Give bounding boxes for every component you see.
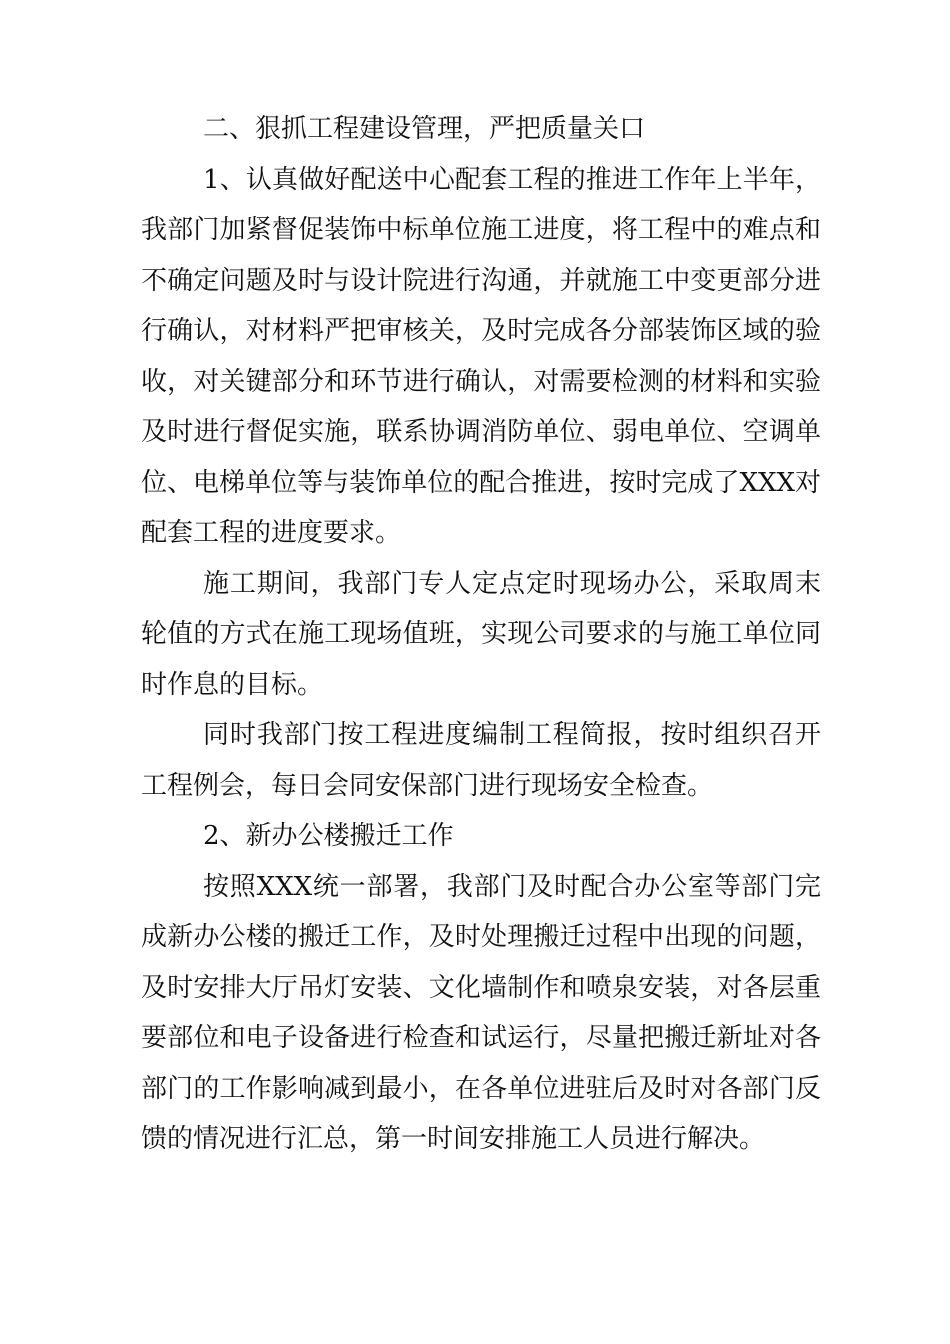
paragraph-config-center: 1、认真做好配送中心配套工程的推进工作年上半年，我部门加紧督促装饰中标单位施工进度，将工程中的难点和不确定问题及时与设计院进行沟通，并就施工中变更部分进行确认，对材料严把审核关，及时完成各分部装饰区域的验收，对关键部分和环节进行确认，对需要检测的材料和实验及时进行督促实施，联系协调消防单位、弱电单位、空调单位、电梯单位等与装饰单位的配合推进，按时完成了XXX对配套工程的进度要求。 [141, 164, 821, 548]
subheading-office-move: 2、新办公楼搬迁工作 [203, 821, 454, 851]
paragraph-office-move: 按照XXX统一部署，我部门及时配合办公室等部门完成新办公楼的搬迁工作，及时处理搬迁过程中出现的问题，及时安排大厅吊灯安装、文化墙制作和喷泉安装，对各层重要部位和电子设备进行检查和试运行，尽量把搬迁新址对各部门的工作影响减到最小，在各单位进驻后及时对各部门反馈的情况进行汇总，第一时间安排施工人员进行解决。 [141, 871, 821, 1154]
paragraph-progress-report: 同时我部门按工程进度编制工程简报，按时组织召开工程例会，每日会同安保部门进行现场安全检查。 [141, 720, 821, 801]
paragraph-construction-period: 施工期间，我部门专人定点定时现场办公，采取周末轮值的方式在施工现场值班，实现公司要求的与施工单位同时作息的目标。 [141, 568, 821, 700]
section-heading: 二、狠抓工程建设管理，严把质量关口 [203, 114, 646, 144]
document-body [141, 104, 821, 1165]
